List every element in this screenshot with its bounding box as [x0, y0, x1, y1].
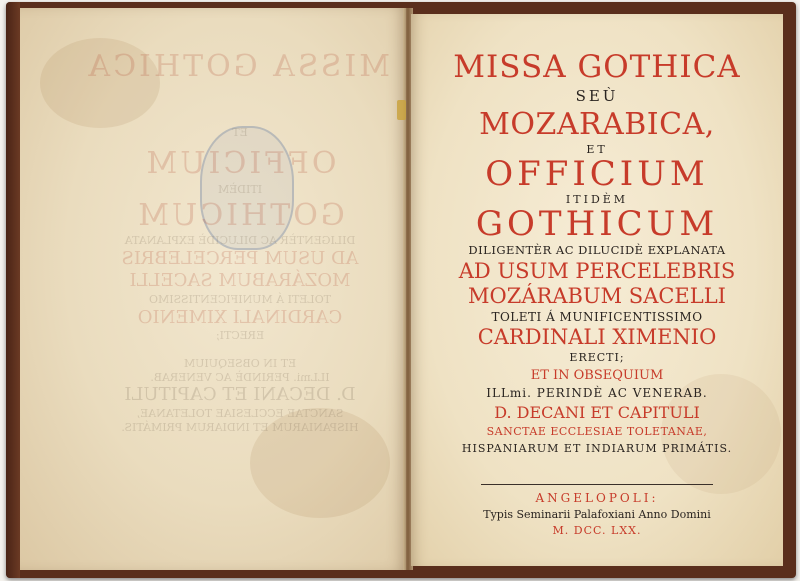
title-line-missa-gothica: MISSA GOTHICA [453, 49, 741, 85]
left-page [20, 8, 406, 570]
ghost-line: DILIGENTÈR AC DILUCIDÈ EXPLANATA [124, 234, 356, 247]
ghost-line: ILLmi. PERINDÈ AC VENERAB. [150, 370, 330, 384]
title-line-gothicum: GOTHICUM [475, 204, 719, 244]
title-line-itidem: ITIDÈM [565, 193, 629, 206]
title-page [411, 14, 783, 566]
ghost-line: CARDINALI XIMENIO [137, 306, 343, 328]
title-line-seu: SEÙ [575, 87, 619, 105]
ghost-line: AD USUM PERCELEBRIS [121, 247, 359, 269]
title-line-primatis: HISPANIARUM ET INDIARUM PRIMÁTIS. [461, 441, 733, 455]
title-line-decani: D. DECANI ET CAPITULI [494, 402, 700, 422]
show-through-text [85, 48, 390, 528]
title-block [411, 49, 783, 455]
ghost-line: TOLETI Á MUNIFICENTISSIMO [148, 292, 332, 306]
ghost-line: D. DECANI ET CAPITULI [124, 384, 356, 406]
bookmark-tab [397, 100, 406, 120]
imprint-block [411, 492, 783, 536]
ghost-line: ET [232, 125, 248, 139]
title-line-explanata: DILIGENTÈR AC DILUCIDÈ EXPLANATA [468, 243, 726, 257]
imprint-printer: Typis Seminarii Palafoxiani Anno Domini [483, 508, 711, 521]
title-line-obsequium: ET IN OBSEQUIUM [530, 367, 664, 383]
title-line-officium: OFFICIUM [485, 154, 709, 194]
ghost-line: OFFICIUM [143, 146, 337, 182]
imprint-place: ANGELOPOLI: [535, 491, 659, 505]
imprint-rule [481, 484, 713, 485]
title-line-et: ET [586, 143, 608, 156]
ghost-line: ERECTI; [215, 329, 265, 342]
title-line-ecclesiae: SANCTAE ECCLESIAE TOLETANAE, [486, 424, 708, 438]
imprint-year: M. DCC. LXX. [552, 524, 642, 537]
title-line-ad-usum: AD USUM PERCELEBRIS [458, 258, 736, 283]
title-line-sacelli: MOZÁRABUM SACELLI [468, 283, 726, 308]
cover-edge [6, 2, 20, 578]
ghost-line: GOTHICUM [135, 197, 345, 233]
title-line-mozarabica: MOZARABICA, [479, 107, 715, 142]
ghost-line: ET IN OBSEQUIUM [183, 356, 297, 370]
ghost-line: HISPANIARUM ET INDIARUM PRIMÁTIS. [121, 420, 359, 434]
title-line-cardinali: CARDINALI XIMENIO [477, 324, 717, 349]
title-line-toleti: TOLETI Á MUNIFICENTISSIMO [491, 309, 703, 324]
title-line-venerab: ILLmi. PERINDÈ AC VENERAB. [486, 385, 708, 400]
ghost-line: ITIDÈM [217, 182, 263, 196]
title-line-erecti: ERECTI; [569, 350, 625, 364]
ghost-line: SANCTAE ECCLESIAE TOLETANAE, [136, 406, 344, 420]
ghost-line: MISSA GOTHICA [85, 49, 390, 84]
ghost-line: MOZÁRABUM SACELLI [129, 270, 351, 292]
